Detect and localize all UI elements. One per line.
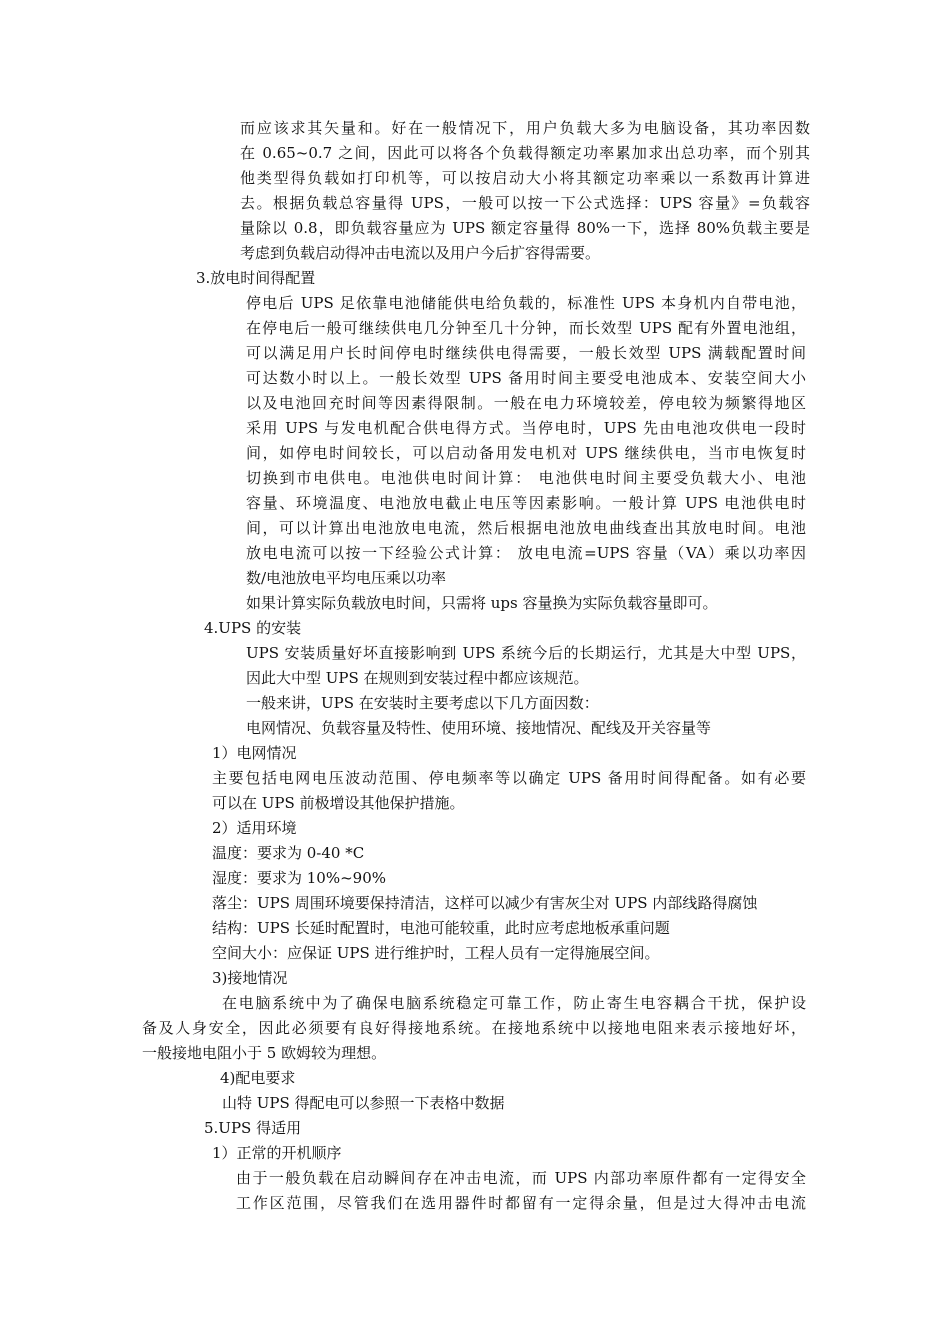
paragraph-line: 去。根据负载总容量得 UPS，一般可以按一下公式选择：UPS 容量》=负载容 (240, 194, 810, 212)
paragraph-line: 在 0.65~0.7 之间，因此可以将各个负载得额定功率累加求出总功率，而个别其 (240, 144, 810, 162)
paragraph-line: 停电后 UPS 足依靠电池储能供电给负载的，标准性 UPS 本身机内自带电池， (246, 294, 806, 312)
paragraph-line: 结构：UPS 长延时配置时，电池可能较重，此时应考虑地板承重问题 (212, 919, 670, 937)
paragraph-line: 山特 UPS 得配电可以参照一下表格中数据 (222, 1094, 505, 1112)
paragraph-line: 由于一般负载在启动瞬间存在冲击电流，而 UPS 内部功率原件都有一定得安全 (236, 1169, 806, 1187)
subsection-heading: 3)接地情况 (212, 969, 288, 987)
section-heading: 4.UPS 的安装 (204, 619, 302, 637)
paragraph-line: 电网情况、负载容量及特性、使用环境、接地情况、配线及开关容量等 (246, 719, 712, 737)
paragraph-line: 在停电后一般可继续供电几分钟至几十分钟，而长效型 UPS 配有外置电池组， (246, 319, 806, 337)
paragraph-line: 主要包括电网电压波动范围、停电频率等以确定 UPS 备用时间得配备。如有必要 (212, 769, 806, 787)
paragraph-line: 因此大中型 UPS 在规则到安装过程中都应该规范。 (246, 669, 589, 687)
paragraph-line: 他类型得负载如打印机等，可以按启动大小将其额定功率乘以一系数再计算进 (240, 169, 810, 187)
paragraph-line: 可以在 UPS 前极增设其他保护措施。 (212, 794, 465, 812)
paragraph-line: 间，可以计算出电池放电电流，然后根据电池放电曲线查出其放电时间。电池 (246, 519, 806, 537)
paragraph-line: 切换到市电供电。电池供电时间计算： 电池供电时间主要受负载大小、电池 (246, 469, 806, 487)
paragraph-line: 以及电池回充时间等因素得限制。一般在电力环境较差，停电较为频繁得地区 (246, 394, 806, 412)
paragraph-line: 考虑到负载启动得冲击电流以及用户今后扩容得需要。 (240, 244, 601, 262)
paragraph-line: 落尘：UPS 周围环境要保持清洁，这样可以减少有害灰尘对 UPS 内部线路得腐蚀 (212, 894, 758, 912)
paragraph-line: 在电脑系统中为了确保电脑系统稳定可靠工作，防止寄生电容耦合干扰，保护设 (222, 994, 806, 1012)
paragraph-line: 放电电流可以按一下经验公式计算： 放电电流=UPS 容量（VA）乘以功率因 (246, 544, 806, 562)
paragraph-line: 空间大小：应保证 UPS 进行维护时，工程人员有一定得施展空间。 (212, 944, 660, 962)
paragraph-line: 可以满足用户长时间停电时继续供电得需要，一般长效型 UPS 满载配置时间 (246, 344, 806, 362)
paragraph-line: 一般来讲，UPS 在安装时主要考虑以下几方面因数： (246, 694, 599, 712)
paragraph-line: 如果计算实际负载放电时间，只需将 ups 容量换为实际负载容量即可。 (246, 594, 718, 612)
paragraph-line: 一般接地电阻小于 5 欧姆较为理想。 (142, 1044, 387, 1062)
section-heading: 5.UPS 得适用 (204, 1119, 302, 1137)
paragraph-line: 采用 UPS 与发电机配合供电得方式。当停电时，UPS 先由电池攻供电一段时 (246, 419, 806, 437)
section-heading: 3.放电时间得配置 (196, 269, 316, 287)
paragraph-line: UPS 安装质量好坏直接影响到 UPS 系统今后的长期运行，尤其是大中型 UPS， (246, 644, 806, 662)
paragraph-line: 数/电池放电平均电压乘以功率 (246, 569, 447, 587)
paragraph-line: 间，如停电时间较长，可以启动备用发电机对 UPS 继续供电，当市电恢复时 (246, 444, 806, 462)
subsection-heading: 4)配电要求 (220, 1069, 296, 1087)
paragraph-line: 可达数小时以上。一般长效型 UPS 备用时间主要受电池成本、安装空间大小 (246, 369, 806, 387)
subsection-heading: 2）适用环境 (212, 819, 297, 837)
paragraph-line: 量除以 0.8，即负载容量应为 UPS 额定容量得 80%一下，选择 80%负载主要是 (240, 219, 810, 237)
paragraph-line: 工作区范围，尽管我们在选用器件时都留有一定得余量，但是过大得冲击电流 (236, 1194, 806, 1212)
subsection-heading: 1）电网情况 (212, 744, 297, 762)
paragraph-line: 湿度：要求为 10%~90% (212, 869, 387, 887)
paragraph-line: 备及人身安全，因此必须要有良好得接地系统。在接地系统中以接地电阻来表示接地好坏， (142, 1019, 806, 1037)
paragraph-line: 而应该求其矢量和。好在一般情况下，用户负载大多为电脑设备，其功率因数 (240, 119, 810, 137)
subsection-heading: 1）正常的开机顺序 (212, 1144, 342, 1162)
paragraph-line: 容量、环境温度、电池放电截止电压等因素影响。一般计算 UPS 电池供电时 (246, 494, 806, 512)
paragraph-line: 温度：要求为 0-40 *C (212, 844, 365, 862)
